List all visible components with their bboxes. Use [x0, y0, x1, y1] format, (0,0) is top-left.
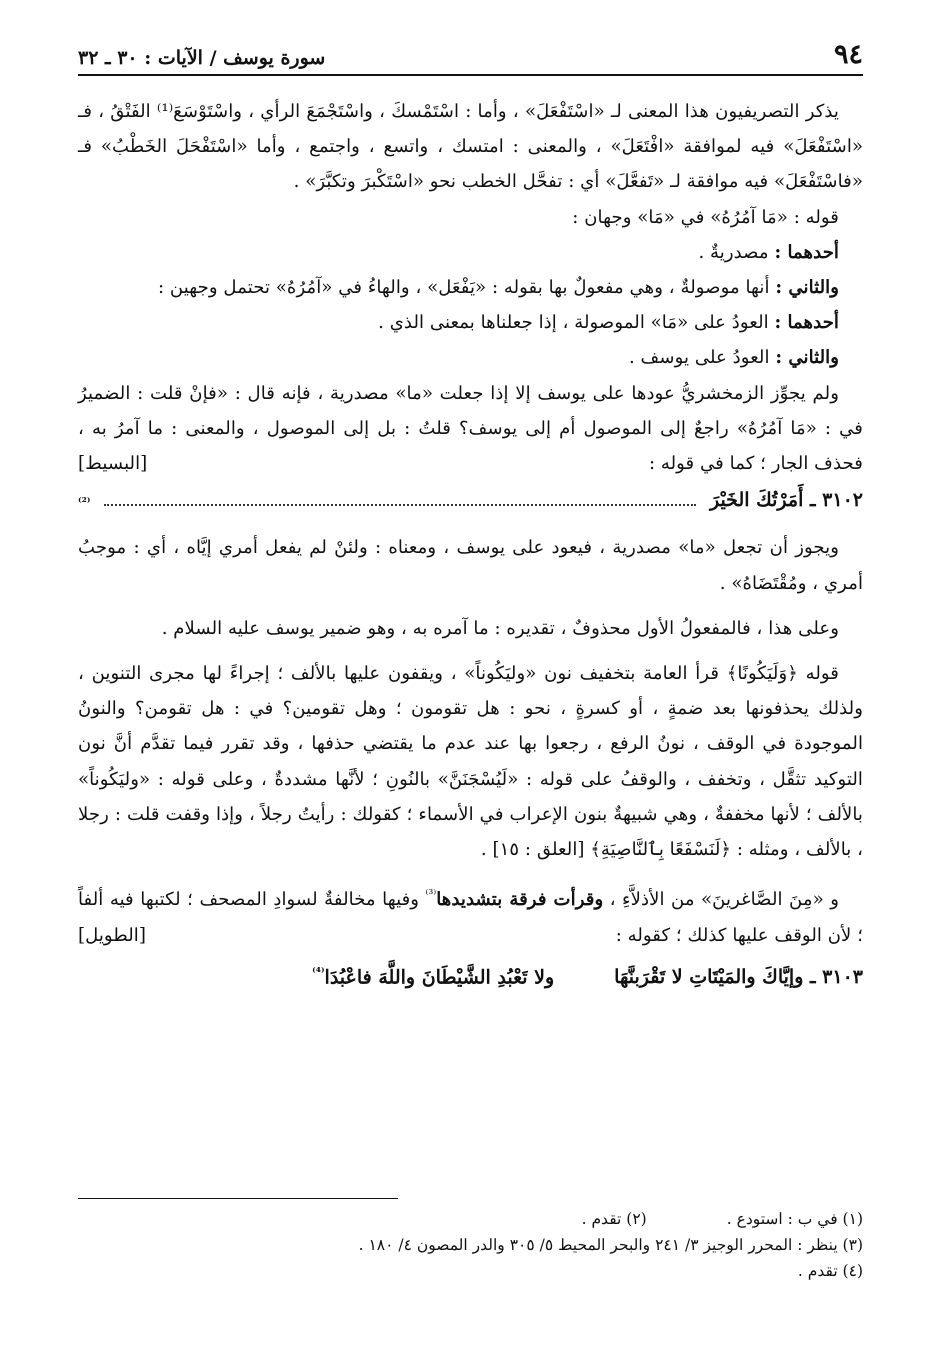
paragraph: قوله ﴿وَلَيَكُونًا﴾ قرأ العامة بتخفيف نون «وليَكُوناً» ، ويقفون عليها بالألف ؛ إجراءً لها مجرى التنوين ، ولذلك يحذفونها بعد ضمةٍ ، أو كسرةٍ ، نحو : هل تقومون ؛ وهل تقومين؟ في : هل تقومن؟ والنونُ الموجودة في الوقف ، نونُ الرفع ، رجعوا بها عند عدم ما يقتضي حذفها ، وقد تقرر فيما تقدَّم أنَّ نون التوكيد تثقَّل ، وتخفف ، والوقفُ على قوله : «لَيُسْجَنَنَّ» بالنُونِ ؛ لأنَّها مشددةٌ ، وعلى قوله : «وليَكُوناً» بالألف ؛ لأنها مخففةٌ ، وهي شبيهةٌ بنون الإعراب في الأسماء ؛ كقولك : رأيتُ رجلاً ، وإذا وقفت قلت : رجلا ، بالألف ، ومثله : ﴿لَنَسْفَعًا بِٱلنَّاصِيَةِ﴾ [العلق : ١٥] .: [78, 663, 863, 861]
verse-dots: [104, 492, 696, 506]
paragraph-text: أنها موصولةٌ ، وهي مفعولٌ بها بقوله : «يَفْعَل» ، والهاءُ في «آمُرُهُ» تحتمل وجهين :: [158, 277, 776, 299]
footnote-row: [78, 1206, 863, 1232]
paragraph: وعلى هذا ، فالمفعولُ الأول محذوفٌ ، تقديره : ما آمره به ، وهو ضمير يوسف عليه السلام .: [161, 617, 839, 639]
paragraph-text: ولم يجوِّز الزمخشريُّ عودها على يوسف إلا إذا جعلت «ما» مصدرية ، فإنه قال : «فإنْ قلت : الضميرُ في : «مَا آمُرُهُ» راجعٌ إلى الموصول أم إلى يوسف؟ قلتُ : بل إلى الموصول ، والمعنى : ما آمرُ به ، فحذف الجار ؛ كما في قوله :: [78, 382, 863, 475]
footnotes: [78, 1206, 863, 1284]
body-text: [78, 94, 863, 995]
verse-line: [78, 955, 863, 996]
footnote: (٤) تقدم .: [797, 1262, 863, 1280]
footnote-rule: [78, 1198, 398, 1199]
paragraph: [78, 235, 863, 270]
page-number: ٩٤: [833, 39, 863, 70]
footnote-marker: ⁽²⁾: [78, 495, 91, 510]
verse-first-hemistich: ٣١٠٣ ـ وإيَّاكَ والمَيْتَاتِ لا تَقْرَبنَّهَا: [614, 966, 863, 989]
paragraph: قوله : «مَا آمُرُهُ» في «مَا» وجهان :: [572, 206, 839, 228]
paragraph-text: و «مِنَ الصَّاغرينَ» من الأذلاَّءِ ،: [603, 889, 839, 911]
page-header: [78, 28, 863, 76]
verse-second-hemistich: [312, 955, 554, 996]
running-title: سورة يوسف / الآيات : ٣٠ ـ ٣٢: [78, 47, 326, 69]
paragraph-text: مصدريةٌ .: [698, 241, 775, 263]
footnote: (١) في ب : استودع .: [726, 1210, 863, 1228]
paragraph: [78, 305, 863, 340]
paragraph-lead: أحدهما :: [774, 312, 839, 334]
verse-text: ولا تَعْبُدِ الشَّيْطَانَ واللَّهَ فاعْبُدَا: [324, 966, 555, 989]
paragraph: يذكر التصريفيون هذا المعنى لـ «اسْتَفْعَلَ» ، وأما : اسْتَمْسكَ ، واسْتَجْمَعَ الرأي ، واسْتَوْسَعَ⁽¹⁾ الفَتْقُ ، فـ «اسْتَفْعَلَ» فيه لموافقة «افْتَعَلَ» ، والمعنى : امتسك ، واتسع ، واجتمع ، وأما «اسْتَفْحَلَ الخَطْبُ» فـ «فاسْتَفْعَلَ» فيه موافقة لـ «تَفعَّلَ» أي : تفحَّل الخطب نحو «اسْتَكْبرَ وتكبَّرَ» .: [78, 101, 863, 193]
paragraph-bold: وقرأت فرقة بتشديدها: [436, 889, 604, 911]
paragraph: [78, 270, 863, 305]
meter-tag: [الطويل]: [78, 924, 146, 946]
paragraph: [78, 877, 863, 952]
paragraph-text: العودُ على «مَا» الموصولة ، إذا جعلناها بمعنى الذي .: [378, 312, 775, 334]
footnote-marker: ⁽³⁾: [425, 887, 437, 902]
meter-tag: [البسيط]: [78, 453, 148, 475]
paragraph-text: وفيها مخالفةٌ لسوادِ المصحف ؛ لكتبها فيه ألفاً ؛ لأن الوقف عليها كذلك ؛ كقوله :: [78, 889, 863, 946]
paragraph-lead: والثاني :: [775, 277, 839, 299]
footnote: (٣) ينظر : المحرر الوجيز ٣/ ٢٤١ والبحر المحيط ٥/ ٣٠٥ والدر المصون ٤/ ١٨٠ .: [358, 1236, 863, 1254]
paragraph: ويجوز أن تجعل «ما» مصدرية ، فيعود على يوسف ، ومعناه : ولئنْ لم يفعل أمري إيَّاه ، أي : موجبُ أمري ، ومُقْتَضَاهُ» .: [78, 537, 863, 594]
page: [78, 28, 863, 1280]
verse-line: [78, 483, 863, 520]
paragraph-lead: والثاني :: [775, 347, 839, 369]
paragraph: [78, 376, 863, 482]
footnote: (٢) تقدم .: [581, 1210, 647, 1228]
footnote-marker: ⁽⁴⁾: [312, 964, 325, 979]
paragraph-text: العودُ على يوسف .: [628, 347, 776, 369]
paragraph: [78, 340, 863, 375]
paragraph-lead: أحدهما :: [774, 241, 839, 263]
verse-text: ٣١٠٢ ـ أَمَرْتُكَ الخَيْرَ: [709, 489, 863, 512]
